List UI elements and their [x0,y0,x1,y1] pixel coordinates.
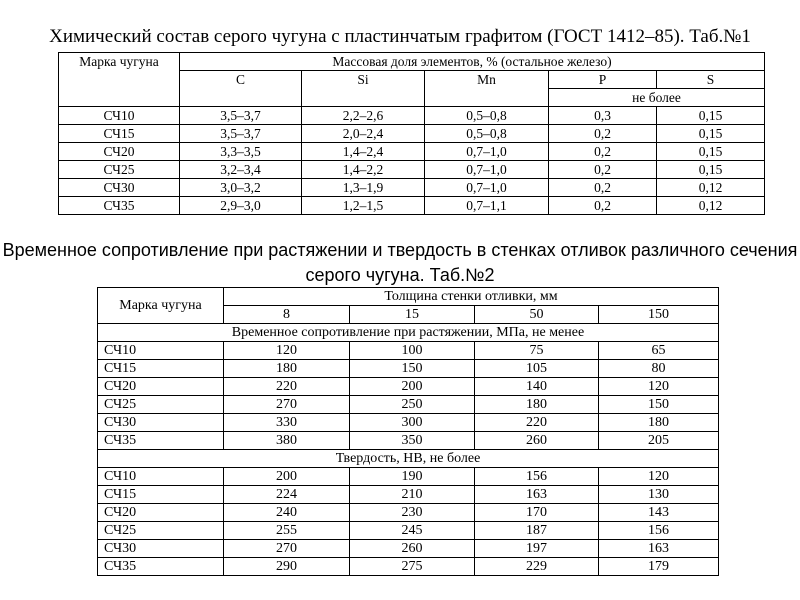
grade-cell: СЧ20 [98,504,224,522]
value-cell: 1,4–2,4 [302,143,425,161]
element-header-c: C [180,71,302,107]
value-cell: 3,2–3,4 [180,161,302,179]
table-row [98,468,719,486]
value-cell: 1,3–1,9 [302,179,425,197]
table2-header-row [98,288,719,306]
value-cell: 230 [350,504,475,522]
element-header-mn: Mn [425,71,549,107]
value-cell: 163 [599,540,719,558]
table-row [98,342,719,360]
thickness-header: 50 [475,306,599,324]
value-cell: 179 [599,558,719,576]
tensile-hardness-table [97,287,719,576]
value-cell: 100 [350,342,475,360]
value-cell: 220 [224,378,350,396]
table-row [98,558,719,576]
value-cell: 3,0–3,2 [180,179,302,197]
value-cell: 120 [224,342,350,360]
value-cell: 270 [224,396,350,414]
element-header-p: P [549,71,657,89]
grade-cell: СЧ10 [98,342,224,360]
table-row [98,432,719,450]
thickness-header: 150 [599,306,719,324]
value-cell: 75 [475,342,599,360]
thickness-header: 8 [224,306,350,324]
value-cell: 190 [350,468,475,486]
limit-note: не более [549,89,765,107]
value-cell: 210 [350,486,475,504]
value-cell: 0,2 [549,179,657,197]
table-row [98,396,719,414]
value-cell: 200 [350,378,475,396]
value-cell: 197 [475,540,599,558]
table-row [59,125,765,143]
grade-cell: СЧ25 [59,161,180,179]
value-cell: 0,3 [549,107,657,125]
value-cell: 270 [224,540,350,558]
section-label: Временное сопротивление при растяжении, МПа, не менее [98,324,719,342]
table2-group-header: Толщина стенки отливки, мм [224,288,719,306]
value-cell: 120 [599,378,719,396]
value-cell: 156 [599,522,719,540]
value-cell: 3,5–3,7 [180,107,302,125]
value-cell: 275 [350,558,475,576]
table-row [59,161,765,179]
value-cell: 0,12 [657,179,765,197]
grade-cell: СЧ20 [98,378,224,396]
grade-cell: СЧ35 [98,432,224,450]
value-cell: 220 [475,414,599,432]
section-header-row [98,450,719,468]
grade-cell: СЧ35 [59,197,180,215]
value-cell: 260 [350,540,475,558]
element-header-si: Si [302,71,425,107]
value-cell: 0,5–0,8 [425,107,549,125]
table-row [98,360,719,378]
chemical-composition-table [58,52,765,215]
grade-cell: СЧ30 [59,179,180,197]
value-cell: 2,9–3,0 [180,197,302,215]
table-row [98,414,719,432]
grade-cell: СЧ20 [59,143,180,161]
value-cell: 350 [350,432,475,450]
value-cell: 250 [350,396,475,414]
value-cell: 0,5–0,8 [425,125,549,143]
value-cell: 120 [599,468,719,486]
value-cell: 143 [599,504,719,522]
table-row [98,378,719,396]
value-cell: 245 [350,522,475,540]
grade-cell: СЧ15 [98,486,224,504]
grade-cell: СЧ10 [98,468,224,486]
value-cell: 180 [599,414,719,432]
value-cell: 290 [224,558,350,576]
value-cell: 150 [350,360,475,378]
value-cell: 187 [475,522,599,540]
value-cell: 0,7–1,0 [425,179,549,197]
table1-group-header: Массовая доля элементов, % (остальное железо) [180,53,765,71]
value-cell: 150 [599,396,719,414]
value-cell: 0,12 [657,197,765,215]
table-row [98,522,719,540]
value-cell: 2,0–2,4 [302,125,425,143]
value-cell: 0,2 [549,197,657,215]
grade-cell: СЧ10 [59,107,180,125]
table-row [59,107,765,125]
value-cell: 205 [599,432,719,450]
section-label: Твердость, НВ, не более [98,450,719,468]
value-cell: 200 [224,468,350,486]
value-cell: 0,2 [549,161,657,179]
value-cell: 0,2 [549,125,657,143]
value-cell: 0,7–1,0 [425,161,549,179]
table-row [98,504,719,522]
value-cell: 330 [224,414,350,432]
table2-brand-header: Марка чугуна [98,288,224,324]
value-cell: 130 [599,486,719,504]
value-cell: 140 [475,378,599,396]
element-header-s: S [657,71,765,89]
value-cell: 0,15 [657,143,765,161]
value-cell: 3,5–3,7 [180,125,302,143]
value-cell: 3,3–3,5 [180,143,302,161]
value-cell: 0,7–1,1 [425,197,549,215]
table2-title: Временное сопротивление при растяжении и твердость в стенках отливок различного сечения серого чугуна. Таб.№2 [2,240,798,285]
grade-cell: СЧ25 [98,522,224,540]
value-cell: 240 [224,504,350,522]
value-cell: 65 [599,342,719,360]
table1-header-row [59,53,765,71]
value-cell: 105 [475,360,599,378]
table-row [98,540,719,558]
value-cell: 229 [475,558,599,576]
grade-cell: СЧ30 [98,540,224,558]
grade-cell: СЧ25 [98,396,224,414]
grade-cell: СЧ35 [98,558,224,576]
table1-brand-header: Марка чугуна [59,53,180,107]
value-cell: 0,15 [657,161,765,179]
value-cell: 156 [475,468,599,486]
value-cell: 0,7–1,0 [425,143,549,161]
grade-cell: СЧ15 [98,360,224,378]
section-header-row [98,324,719,342]
value-cell: 1,4–2,2 [302,161,425,179]
grade-cell: СЧ30 [98,414,224,432]
value-cell: 0,15 [657,107,765,125]
table1-title: Химический состав серого чугуна с пластинчатым графитом (ГОСТ 1412–85). Таб.№1 [49,26,751,47]
value-cell: 300 [350,414,475,432]
table-row [98,486,719,504]
grade-cell: СЧ15 [59,125,180,143]
value-cell: 1,2–1,5 [302,197,425,215]
value-cell: 170 [475,504,599,522]
value-cell: 180 [224,360,350,378]
value-cell: 2,2–2,6 [302,107,425,125]
table-row [59,197,765,215]
value-cell: 0,2 [549,143,657,161]
value-cell: 380 [224,432,350,450]
value-cell: 260 [475,432,599,450]
table-row [59,179,765,197]
value-cell: 180 [475,396,599,414]
thickness-header: 15 [350,306,475,324]
table-row [59,143,765,161]
value-cell: 224 [224,486,350,504]
value-cell: 80 [599,360,719,378]
value-cell: 163 [475,486,599,504]
value-cell: 255 [224,522,350,540]
value-cell: 0,15 [657,125,765,143]
